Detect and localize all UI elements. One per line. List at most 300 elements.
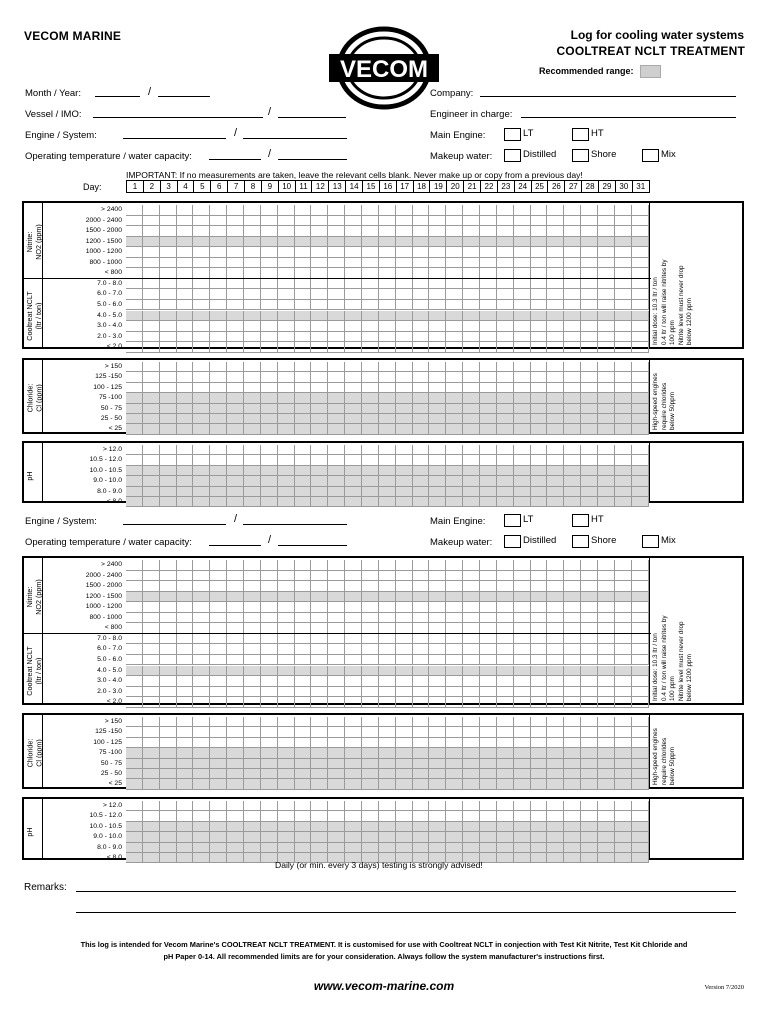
measurement-cell[interactable] (126, 697, 143, 708)
measurement-cell[interactable] (480, 321, 497, 332)
measurement-cell[interactable] (328, 560, 345, 571)
measurement-cell[interactable] (143, 779, 160, 789)
measurement-cell[interactable] (429, 362, 446, 372)
measurement-cell[interactable] (244, 759, 261, 769)
measurement-cell[interactable] (547, 801, 564, 811)
measurement-cell[interactable] (446, 216, 463, 227)
measurement-cell[interactable] (429, 205, 446, 216)
measurement-cell[interactable] (160, 226, 177, 237)
measurement-cell[interactable] (193, 769, 210, 779)
measurement-cell[interactable] (531, 655, 548, 666)
vessel-field[interactable] (93, 117, 263, 118)
measurement-cell[interactable] (413, 727, 430, 737)
measurement-cell[interactable] (278, 487, 295, 497)
measurement-cell[interactable] (396, 676, 413, 687)
measurement-cell[interactable] (227, 216, 244, 227)
measurement-cell[interactable] (126, 247, 143, 258)
measurement-cell[interactable] (379, 748, 396, 758)
measurement-cell[interactable] (278, 455, 295, 465)
measurement-cell[interactable] (244, 258, 261, 269)
measurement-cell[interactable] (177, 592, 194, 603)
measurement-cell[interactable] (581, 487, 598, 497)
measurement-cell[interactable] (193, 602, 210, 613)
measurement-cell[interactable] (177, 759, 194, 769)
measurement-cell[interactable] (564, 592, 581, 603)
measurement-cell[interactable] (362, 769, 379, 779)
measurement-cell[interactable] (413, 414, 430, 424)
measurement-cell[interactable] (564, 424, 581, 434)
measurement-cell[interactable] (379, 581, 396, 592)
measurement-cell[interactable] (177, 581, 194, 592)
measurement-cell[interactable] (446, 445, 463, 455)
measurement-cell[interactable] (261, 769, 278, 779)
measurement-cell[interactable] (463, 727, 480, 737)
measurement-cell[interactable] (446, 321, 463, 332)
measurement-cell[interactable] (210, 300, 227, 311)
measurement-cell[interactable] (396, 687, 413, 698)
measurement-cell[interactable] (379, 424, 396, 434)
measurement-cell[interactable] (311, 571, 328, 582)
measurement-cell[interactable] (345, 216, 362, 227)
measurement-cell[interactable] (143, 571, 160, 582)
measurement-cell[interactable] (497, 644, 514, 655)
measurement-cell[interactable] (278, 258, 295, 269)
measurement-cell[interactable] (547, 571, 564, 582)
measurement-cell[interactable] (193, 300, 210, 311)
measurement-cell[interactable] (446, 560, 463, 571)
measurement-cell[interactable] (598, 279, 615, 290)
measurement-cell[interactable] (227, 455, 244, 465)
measurement-cell[interactable] (547, 697, 564, 708)
measurement-cell[interactable] (126, 822, 143, 832)
measurement-cell[interactable] (514, 676, 531, 687)
measurement-cell[interactable] (362, 748, 379, 758)
measurement-cell[interactable] (126, 476, 143, 486)
measurement-cell[interactable] (632, 779, 649, 789)
measurement-cell[interactable] (379, 822, 396, 832)
measurement-cell[interactable] (497, 779, 514, 789)
measurement-cell[interactable] (362, 697, 379, 708)
measurement-cell[interactable] (429, 666, 446, 677)
measurement-cell[interactable] (311, 634, 328, 645)
measurement-cell[interactable] (210, 748, 227, 758)
measurement-cell[interactable] (328, 634, 345, 645)
measurement-cell[interactable] (463, 487, 480, 497)
measurement-cell[interactable] (143, 414, 160, 424)
measurement-cell[interactable] (345, 342, 362, 353)
measurement-cell[interactable] (446, 738, 463, 748)
measurement-cell[interactable] (615, 592, 632, 603)
measurement-cell[interactable] (632, 676, 649, 687)
measurement-cell[interactable] (328, 832, 345, 842)
measurement-cell[interactable] (429, 332, 446, 343)
measurement-cell[interactable] (497, 497, 514, 507)
measurement-cell[interactable] (547, 676, 564, 687)
measurement-cell[interactable] (295, 226, 312, 237)
measurement-cell[interactable] (463, 592, 480, 603)
measurement-cell[interactable] (311, 843, 328, 853)
measurement-cell[interactable] (480, 226, 497, 237)
measurement-cell[interactable] (396, 644, 413, 655)
measurement-cell[interactable] (581, 769, 598, 779)
measurement-cell[interactable] (143, 655, 160, 666)
measurement-cell[interactable] (379, 727, 396, 737)
measurement-cell[interactable] (632, 247, 649, 258)
measurement-cell[interactable] (480, 311, 497, 322)
measurement-cell[interactable] (261, 476, 278, 486)
measurement-cell[interactable] (531, 393, 548, 403)
measurement-cell[interactable] (396, 581, 413, 592)
capacity-field[interactable] (278, 159, 347, 160)
measurement-cell[interactable] (581, 237, 598, 248)
measurement-cell[interactable] (581, 289, 598, 300)
measurement-cell[interactable] (480, 779, 497, 789)
measurement-cell[interactable] (328, 487, 345, 497)
measurement-cell[interactable] (379, 258, 396, 269)
measurement-cell[interactable] (193, 560, 210, 571)
measurement-cell[interactable] (210, 634, 227, 645)
measurement-cell[interactable] (581, 666, 598, 677)
measurement-cell[interactable] (413, 383, 430, 393)
measurement-cell[interactable] (244, 832, 261, 842)
measurement-cell[interactable] (632, 383, 649, 393)
measurement-cell[interactable] (328, 383, 345, 393)
measurement-cell[interactable] (564, 687, 581, 698)
measurement-cell[interactable] (446, 455, 463, 465)
measurement-cell[interactable] (429, 811, 446, 821)
measurement-cell[interactable] (193, 311, 210, 322)
measurement-cell[interactable] (446, 300, 463, 311)
measurement-cell[interactable] (328, 738, 345, 748)
system-field[interactable] (243, 138, 347, 139)
temperature-field-2[interactable] (209, 545, 261, 546)
measurement-cell[interactable] (362, 497, 379, 507)
measurement-cell[interactable] (227, 332, 244, 343)
measurement-cell[interactable] (379, 687, 396, 698)
measurement-cell[interactable] (345, 822, 362, 832)
measurement-cell[interactable] (160, 311, 177, 322)
measurement-cell[interactable] (311, 311, 328, 322)
measurement-cell[interactable] (615, 372, 632, 382)
measurement-cell[interactable] (497, 455, 514, 465)
measurement-cell[interactable] (143, 404, 160, 414)
measurement-cell[interactable] (615, 811, 632, 821)
measurement-cell[interactable] (547, 342, 564, 353)
measurement-cell[interactable] (210, 342, 227, 353)
measurement-cell[interactable] (193, 811, 210, 821)
measurement-cell[interactable] (278, 372, 295, 382)
measurement-cell[interactable] (345, 697, 362, 708)
measurement-cell[interactable] (547, 216, 564, 227)
measurement-cell[interactable] (480, 258, 497, 269)
measurement-cell[interactable] (598, 321, 615, 332)
measurement-cell[interactable] (261, 311, 278, 322)
measurement-cell[interactable] (581, 853, 598, 863)
measurement-cell[interactable] (345, 727, 362, 737)
measurement-cell[interactable] (311, 822, 328, 832)
measurement-cell[interactable] (193, 414, 210, 424)
measurement-cell[interactable] (598, 769, 615, 779)
measurement-cell[interactable] (295, 613, 312, 624)
measurement-cell[interactable] (497, 655, 514, 666)
measurement-cell[interactable] (362, 404, 379, 414)
measurement-cell[interactable] (210, 676, 227, 687)
measurement-cell[interactable] (446, 822, 463, 832)
measurement-cell[interactable] (497, 487, 514, 497)
measurement-cell[interactable] (581, 738, 598, 748)
measurement-cell[interactable] (615, 404, 632, 414)
measurement-cell[interactable] (311, 497, 328, 507)
measurement-cell[interactable] (227, 602, 244, 613)
measurement-cell[interactable] (227, 279, 244, 290)
measurement-cell[interactable] (429, 769, 446, 779)
measurement-cell[interactable] (379, 644, 396, 655)
measurement-cell[interactable] (278, 342, 295, 353)
measurement-cell[interactable] (581, 466, 598, 476)
measurement-cell[interactable] (564, 258, 581, 269)
measurement-cell[interactable] (632, 332, 649, 343)
measurement-cell[interactable] (143, 258, 160, 269)
measurement-cell[interactable] (514, 237, 531, 248)
measurement-cell[interactable] (632, 321, 649, 332)
measurement-cell[interactable] (480, 216, 497, 227)
measurement-cell[interactable] (497, 321, 514, 332)
measurement-cell[interactable] (632, 634, 649, 645)
measurement-cell[interactable] (632, 455, 649, 465)
measurement-cell[interactable] (598, 697, 615, 708)
measurement-cell[interactable] (413, 769, 430, 779)
measurement-cell[interactable] (143, 613, 160, 624)
measurement-cell[interactable] (227, 769, 244, 779)
measurement-cell[interactable] (328, 717, 345, 727)
measurement-cell[interactable] (160, 571, 177, 582)
measurement-cell[interactable] (244, 811, 261, 821)
measurement-cell[interactable] (413, 372, 430, 382)
measurement-cell[interactable] (564, 634, 581, 645)
measurement-cell[interactable] (514, 779, 531, 789)
measurement-cell[interactable] (581, 247, 598, 258)
measurement-cell[interactable] (396, 655, 413, 666)
measurement-cell[interactable] (480, 811, 497, 821)
measurement-cell[interactable] (210, 372, 227, 382)
measurement-cell[interactable] (514, 216, 531, 227)
measurement-cell[interactable] (615, 571, 632, 582)
measurement-cell[interactable] (514, 769, 531, 779)
measurement-cell[interactable] (564, 414, 581, 424)
measurement-cell[interactable] (396, 843, 413, 853)
measurement-cell[interactable] (514, 466, 531, 476)
measurement-cell[interactable] (311, 476, 328, 486)
measurement-cell[interactable] (193, 332, 210, 343)
measurement-cell[interactable] (581, 748, 598, 758)
measurement-cell[interactable] (581, 311, 598, 322)
measurement-cell[interactable] (362, 687, 379, 698)
measurement-cell[interactable] (514, 822, 531, 832)
measurement-cell[interactable] (160, 853, 177, 863)
measurement-cell[interactable] (362, 571, 379, 582)
measurement-cell[interactable] (429, 676, 446, 687)
measurement-cell[interactable] (581, 644, 598, 655)
measurement-cell[interactable] (632, 393, 649, 403)
shore-checkbox-2[interactable] (572, 535, 589, 548)
measurement-cell[interactable] (531, 247, 548, 258)
measurement-cell[interactable] (295, 311, 312, 322)
ht-checkbox-2[interactable] (572, 514, 589, 527)
measurement-cell[interactable] (278, 697, 295, 708)
measurement-cell[interactable] (514, 613, 531, 624)
measurement-cell[interactable] (261, 247, 278, 258)
measurement-cell[interactable] (446, 592, 463, 603)
measurement-cell[interactable] (143, 801, 160, 811)
measurement-cell[interactable] (160, 779, 177, 789)
measurement-cell[interactable] (210, 613, 227, 624)
measurement-cell[interactable] (261, 332, 278, 343)
measurement-cell[interactable] (480, 466, 497, 476)
measurement-cell[interactable] (345, 666, 362, 677)
measurement-cell[interactable] (126, 205, 143, 216)
measurement-cell[interactable] (547, 666, 564, 677)
measurement-cell[interactable] (177, 393, 194, 403)
measurement-cell[interactable] (328, 497, 345, 507)
measurement-cell[interactable] (210, 602, 227, 613)
measurement-cell[interactable] (514, 300, 531, 311)
measurement-cell[interactable] (244, 497, 261, 507)
measurement-cell[interactable] (581, 717, 598, 727)
measurement-cell[interactable] (379, 237, 396, 248)
measurement-cell[interactable] (160, 258, 177, 269)
measurement-cell[interactable] (311, 414, 328, 424)
measurement-cell[interactable] (244, 655, 261, 666)
measurement-cell[interactable] (244, 676, 261, 687)
measurement-cell[interactable] (311, 801, 328, 811)
measurement-cell[interactable] (413, 424, 430, 434)
measurement-cell[interactable] (396, 321, 413, 332)
measurement-cell[interactable] (362, 811, 379, 821)
measurement-cell[interactable] (531, 697, 548, 708)
measurement-cell[interactable] (514, 602, 531, 613)
measurement-cell[interactable] (160, 393, 177, 403)
measurement-cell[interactable] (514, 393, 531, 403)
measurement-cell[interactable] (126, 311, 143, 322)
measurement-cell[interactable] (497, 414, 514, 424)
measurement-cell[interactable] (193, 362, 210, 372)
measurement-cell[interactable] (598, 581, 615, 592)
measurement-cell[interactable] (328, 613, 345, 624)
measurement-cell[interactable] (193, 676, 210, 687)
measurement-cell[interactable] (362, 634, 379, 645)
measurement-cell[interactable] (598, 759, 615, 769)
measurement-cell[interactable] (413, 216, 430, 227)
measurement-cell[interactable] (396, 832, 413, 842)
measurement-cell[interactable] (547, 644, 564, 655)
measurement-cell[interactable] (160, 644, 177, 655)
measurement-cell[interactable] (379, 289, 396, 300)
measurement-cell[interactable] (244, 205, 261, 216)
measurement-cell[interactable] (396, 748, 413, 758)
measurement-cell[interactable] (227, 634, 244, 645)
measurement-cell[interactable] (531, 560, 548, 571)
measurement-cell[interactable] (160, 801, 177, 811)
measurement-cell[interactable] (581, 216, 598, 227)
measurement-cell[interactable] (126, 801, 143, 811)
measurement-cell[interactable] (193, 487, 210, 497)
measurement-cell[interactable] (632, 811, 649, 821)
measurement-cell[interactable] (362, 602, 379, 613)
measurement-cell[interactable] (632, 226, 649, 237)
measurement-cell[interactable] (143, 342, 160, 353)
measurement-cell[interactable] (362, 644, 379, 655)
measurement-cell[interactable] (160, 581, 177, 592)
measurement-cell[interactable] (126, 321, 143, 332)
measurement-cell[interactable] (632, 727, 649, 737)
measurement-cell[interactable] (598, 332, 615, 343)
measurement-cell[interactable] (429, 247, 446, 258)
measurement-cell[interactable] (615, 687, 632, 698)
measurement-cell[interactable] (278, 717, 295, 727)
measurement-cell[interactable] (345, 279, 362, 290)
website-link[interactable]: www.vecom-marine.com (313, 979, 455, 993)
measurement-cell[interactable] (227, 613, 244, 624)
measurement-cell[interactable] (446, 801, 463, 811)
measurement-cell[interactable] (143, 466, 160, 476)
measurement-cell[interactable] (295, 300, 312, 311)
measurement-cell[interactable] (261, 602, 278, 613)
measurement-cell[interactable] (328, 311, 345, 322)
measurement-cell[interactable] (413, 666, 430, 677)
measurement-cell[interactable] (227, 687, 244, 698)
measurement-cell[interactable] (480, 832, 497, 842)
measurement-cell[interactable] (497, 634, 514, 645)
measurement-cell[interactable] (463, 687, 480, 698)
measurement-cell[interactable] (278, 727, 295, 737)
measurement-cell[interactable] (531, 571, 548, 582)
measurement-cell[interactable] (446, 466, 463, 476)
measurement-cell[interactable] (396, 226, 413, 237)
measurement-cell[interactable] (126, 832, 143, 842)
measurement-cell[interactable] (632, 216, 649, 227)
measurement-cell[interactable] (396, 445, 413, 455)
measurement-cell[interactable] (311, 205, 328, 216)
measurement-cell[interactable] (429, 300, 446, 311)
measurement-cell[interactable] (379, 497, 396, 507)
measurement-cell[interactable] (598, 666, 615, 677)
measurement-cell[interactable] (177, 832, 194, 842)
measurement-cell[interactable] (278, 404, 295, 414)
measurement-cell[interactable] (632, 738, 649, 748)
measurement-cell[interactable] (311, 247, 328, 258)
measurement-cell[interactable] (345, 811, 362, 821)
measurement-cell[interactable] (598, 634, 615, 645)
measurement-cell[interactable] (413, 300, 430, 311)
measurement-cell[interactable] (261, 738, 278, 748)
measurement-cell[interactable] (429, 487, 446, 497)
measurement-cell[interactable] (210, 393, 227, 403)
measurement-cell[interactable] (379, 602, 396, 613)
measurement-cell[interactable] (278, 289, 295, 300)
measurement-cell[interactable] (143, 644, 160, 655)
measurement-cell[interactable] (362, 445, 379, 455)
measurement-cell[interactable] (547, 560, 564, 571)
measurement-cell[interactable] (143, 497, 160, 507)
measurement-cell[interactable] (177, 226, 194, 237)
measurement-cell[interactable] (193, 383, 210, 393)
measurement-cell[interactable] (193, 321, 210, 332)
measurement-cell[interactable] (413, 602, 430, 613)
measurement-cell[interactable] (244, 455, 261, 465)
measurement-cell[interactable] (547, 602, 564, 613)
measurement-cell[interactable] (126, 383, 143, 393)
measurement-cell[interactable] (227, 466, 244, 476)
